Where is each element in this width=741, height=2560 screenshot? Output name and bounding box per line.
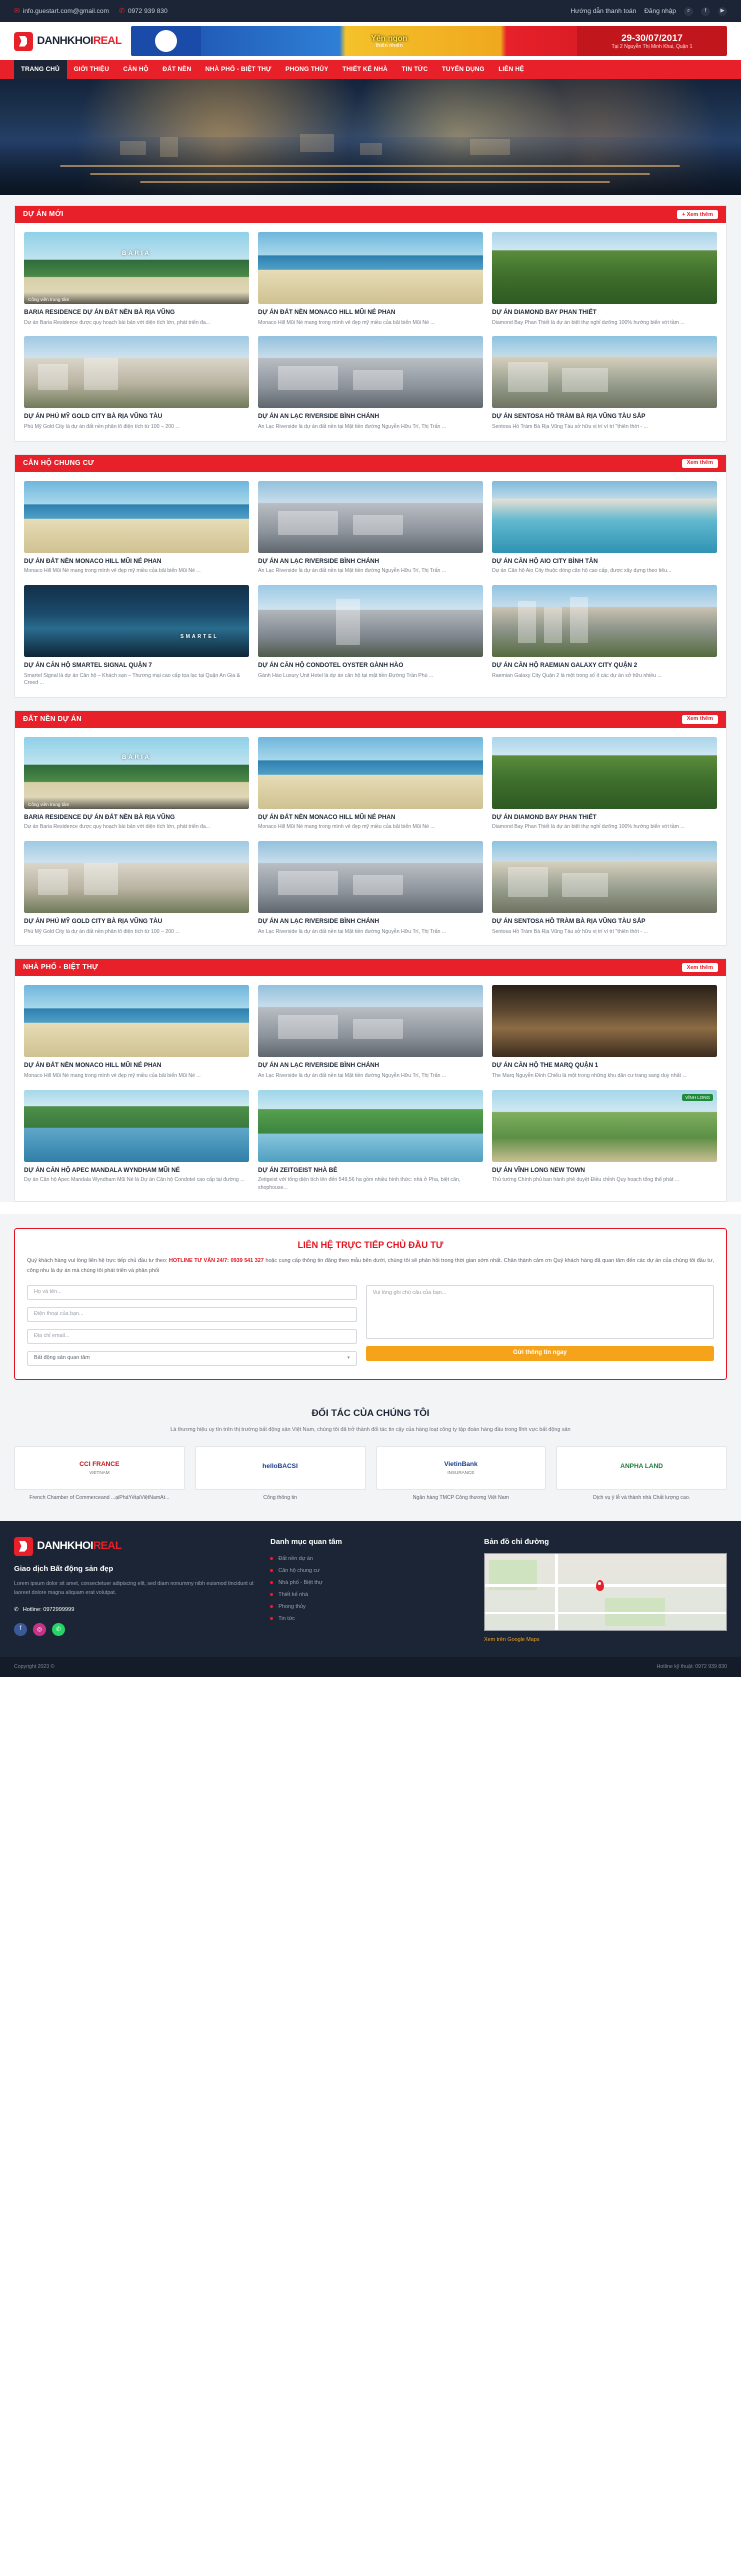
hero-banner-image <box>0 79 741 195</box>
project-title: BARIA RESIDENCE DỰ ÁN ĐẤT NỀN BÀ RỊA VŨNG <box>24 813 175 821</box>
footer-social-links <box>14 1623 256 1636</box>
hero-light-row-2 <box>90 173 650 175</box>
partner-name: ANPHA LAND <box>620 1463 663 1471</box>
section-header <box>15 206 726 223</box>
contact-form-box <box>14 1228 727 1379</box>
project-card[interactable] <box>492 841 717 936</box>
project-thumbnail[interactable] <box>492 336 717 408</box>
project-card[interactable] <box>492 585 717 688</box>
contact-title: LIÊN HỆ TRỰC TIẾP CHỦ ĐẦU TƯ <box>297 1240 444 1251</box>
section-more-button[interactable]: Xem thêm <box>682 715 718 724</box>
footer-menu-column <box>270 1537 470 1643</box>
thumb-block-1 <box>278 1015 338 1039</box>
project-description: Monaco Hill Mũi Né mang trong mình vẻ đẹp mỹ miều của bãi biển Mũi Né ... <box>258 319 435 326</box>
partners-caption-grid <box>14 1490 727 1503</box>
project-thumbnail[interactable] <box>24 985 249 1057</box>
thumb-logo-overlay: BARIA <box>122 755 151 762</box>
project-thumbnail[interactable] <box>492 585 717 657</box>
nav-item-tuyen-dung[interactable]: TUYỂN DỤNG <box>441 66 485 73</box>
project-title: DỰ ÁN ĐẤT NỀN MONACO HILL MŨI NÉ PHAN <box>258 309 396 316</box>
project-description: Monaco Hill Mũi Né mang trong mình vẻ đẹp mỹ miều của bãi biển Mũi Né ... <box>258 824 435 831</box>
tech-hotline-text: Hotline kỹ thuật: 0972 939 830 <box>656 1663 727 1670</box>
property-interest-value: Bất động sản quan tâm <box>34 1355 90 1362</box>
project-description: Monaco Hill Mũi Né mang trong mình vẻ đẹp mỹ miều của bãi biển Mũi Né ... <box>24 1072 201 1079</box>
project-title: DỰ ÁN DIAMOND BAY PHAN THIẾT <box>492 813 597 821</box>
project-title: DỰ ÁN CĂN HỘ RAEMIAN GALAXY CITY QUẬN 2 <box>492 661 638 669</box>
nav-item-tin-tuc[interactable]: TIN TỨC <box>401 66 428 73</box>
facebook-icon[interactable]: f <box>701 7 710 16</box>
project-description: An Lạc Riverside là dự án đất nền tại Mặt tiền đường Nguyễn Hữu Trí, Thị Trấn ... <box>258 928 447 935</box>
email-field[interactable]: Địa chỉ email... <box>27 1329 357 1344</box>
section-title: NHÀ PHỐ - BIỆT THỰ <box>23 964 99 972</box>
project-card[interactable] <box>492 1090 717 1193</box>
project-description: An Lạc Riverside là dự án đất nền tại Mặt tiền đường Nguyễn Hữu Trí, Thị Trấn ... <box>258 568 447 575</box>
project-description: Dự án Baria Residence được quy hoạch bài bản với diện tích lớn, phát triển đa... <box>24 319 211 326</box>
thumb-house-1 <box>38 364 68 390</box>
section-header <box>15 455 726 472</box>
partner-subname: INSURANCE <box>447 1469 475 1475</box>
project-description: Gành Hào Luxury Unit Hotel là dự án căn hộ tại mặt tiền Đường Trần Phú ... <box>258 672 434 679</box>
thumb-tower-2 <box>544 607 562 643</box>
thumb-block-2 <box>353 515 403 535</box>
partner-subname: VIETNAM <box>89 1469 110 1475</box>
phone-field[interactable]: Điện thoại của bạn... <box>27 1307 357 1322</box>
project-thumbnail[interactable] <box>258 1090 483 1162</box>
thumb-block-1 <box>278 871 338 895</box>
footer-menu-list <box>270 1553 470 1625</box>
project-title: DỰ ÁN SENTOSA HỒ TRÀM BÀ RỊA VŨNG TÀU SẮP <box>492 413 646 421</box>
nav-item-trang-chu[interactable]: TRANG CHỦ <box>14 60 67 79</box>
partner-logo[interactable] <box>195 1446 366 1490</box>
project-title: DỰ ÁN ĐẤT NỀN MONACO HILL MŨI NÉ PHAN <box>24 1062 162 1070</box>
contact-form-row <box>27 1285 714 1366</box>
project-title: DỰ ÁN CĂN HỘ APEC MANDALA WYNDHAM MŨI NÉ <box>24 1166 180 1174</box>
topbar-right <box>570 7 727 16</box>
search-icon[interactable]: ⌕ <box>684 7 693 16</box>
footer-hotline[interactable] <box>14 1607 256 1613</box>
project-title: DỰ ÁN PHÚ MỸ GOLD CITY BÀ RỊA VŨNG TÀU <box>24 917 163 925</box>
top-bar <box>0 0 741 22</box>
section-header <box>15 711 726 728</box>
project-thumbnail[interactable] <box>24 841 249 913</box>
project-description: Dự án Căn hộ Apec Mandala Wyndham Mũi Né là Dự án Căn hộ Condotel cao cấp tại đường ... <box>24 1177 245 1184</box>
footer-menu-item-dat-nen[interactable]: Đất nền dự án <box>270 1553 470 1565</box>
partner-caption: Cổng thông tin <box>263 1494 297 1501</box>
project-card[interactable] <box>258 985 483 1080</box>
ad-middle <box>201 32 577 51</box>
youtube-icon[interactable]: ▶ <box>718 7 727 16</box>
footer-menu-title: Danh mục quan tâm <box>270 1536 343 1546</box>
section-title: CĂN HỘ CHUNG CƯ <box>23 459 95 467</box>
project-card[interactable] <box>258 481 483 576</box>
project-thumbnail[interactable] <box>258 585 483 657</box>
footer-logo-text <box>37 1540 121 1552</box>
project-thumbnail[interactable] <box>24 336 249 408</box>
project-description: Smartel Signal là dự án Căn hộ – Khách sạn – Thương mại cao cấp tọa lạc tại Quận An Gia & Creed ... <box>24 672 241 687</box>
project-description: Dự án Baria Residence được quy hoạch bài bản với diện tích lớn, phát triển đa... <box>24 824 211 831</box>
project-thumbnail[interactable] <box>258 481 483 553</box>
ad-place: Tại 2 Nguyễn Thị Minh Khai, Quận 1 <box>611 43 693 50</box>
project-card[interactable] <box>24 1090 249 1193</box>
project-title: DỰ ÁN ZEITGEIST NHÀ BÈ <box>258 1166 338 1174</box>
project-card[interactable] <box>258 585 483 688</box>
section-card-grid <box>15 976 726 1201</box>
footer-logo[interactable] <box>14 1537 256 1556</box>
project-thumbnail[interactable] <box>24 481 249 553</box>
ad-line2: thiên nhiên <box>375 42 403 49</box>
project-title: DỰ ÁN PHÚ MỸ GOLD CITY BÀ RỊA VŨNG TÀU <box>24 413 163 421</box>
nav-item-thiet-ke-nha[interactable]: THIẾT KẾ NHÀ <box>342 66 388 73</box>
partner-name: VietinBank <box>444 1460 478 1468</box>
ad-right <box>577 26 727 56</box>
project-title: DỰ ÁN VĨNH LONG NEW TOWN <box>492 1166 586 1174</box>
site-logo[interactable] <box>14 32 121 51</box>
nav-item-gioi-thieu[interactable]: GIỚI THIỆU <box>73 66 110 73</box>
thumb-block-2 <box>353 1019 403 1039</box>
project-title: DỰ ÁN AN LẠC RIVERSIDE BÌNH CHÁNH <box>258 413 380 421</box>
map-road-horizontal-2 <box>485 1612 726 1614</box>
contact-form-left-column <box>27 1285 357 1366</box>
project-card[interactable] <box>492 985 717 1080</box>
hero-building-5 <box>470 139 510 155</box>
topbar-login-link[interactable]: Đăng nhập <box>644 7 676 15</box>
project-thumbnail[interactable] <box>492 1090 717 1162</box>
footer-map-title: Bản đồ chỉ đường <box>484 1536 549 1546</box>
thumb-tower-3 <box>570 597 588 643</box>
project-thumbnail[interactable] <box>24 1090 249 1162</box>
footer-logo-mark-icon <box>14 1537 33 1556</box>
thumb-tower-1 <box>518 601 536 643</box>
hero-light-row-3 <box>140 181 610 183</box>
project-card[interactable] <box>492 232 717 327</box>
footer-about-text: Lorem ipsum dolor sit amet, consectetuer adipiscing elit, sed diam nonummy nibh euismod tincidunt ut laoreet dolore magna aliquam erat volutpat. <box>14 1580 254 1597</box>
thumb-logo-overlay: BARIA <box>122 250 151 257</box>
footer-menu-item-can-ho[interactable]: Căn hộ chung cư <box>270 1565 470 1577</box>
hero-building-1 <box>120 141 146 155</box>
footer-menu-item-tin-tuc[interactable]: Tin tức <box>270 1613 470 1625</box>
project-description: Sentosa Hồ Tràm Bà Rịa Vũng Tàu sở hữu vị trí ví trí "thiên thời - ... <box>492 928 648 935</box>
footer-logo-secondary: REAL <box>93 1540 122 1553</box>
map-road-horizontal <box>485 1584 726 1587</box>
nav-item-lien-he[interactable]: LIÊN HỆ <box>498 66 525 73</box>
whatsapp-icon[interactable]: ✆ <box>52 1623 65 1636</box>
site-header <box>0 22 741 60</box>
contact-desc-part2: hoặc cung cấp thông tin đăng theo mẫu bên dưới, chúng tôi sẽ phản hồi trong thời gian sớm nhất. Chân thành cảm ơn Quý khách hàng đã quan tâm đến các dự án của chúng tôi đầu tư, công nhu là dự án mà chúng tôi phát triển và phân phối <box>27 1258 714 1274</box>
project-card[interactable] <box>24 481 249 576</box>
project-description: Diamond Bay Phan Thiết là dự án biệt thự nghỉ dưỡng 100% hướng biển với tầm ... <box>492 319 685 326</box>
nav-item-phong-thuy[interactable]: PHONG THỦY <box>285 66 329 73</box>
google-maps-link[interactable]: Xem trên Google Maps <box>484 1636 540 1643</box>
project-description: Raemian Galaxy City Quận 2 là một trong số ít các dự án sở hữu nhiều ... <box>492 672 662 679</box>
topbar-email[interactable] <box>14 7 109 15</box>
partners-subtitle: Là thương hiệu uy tín trên thị trường bất động sản Việt Nam, chúng tôi đã trở thành đối tác tin cậy của hàng loạt công ty tập đoàn hàng đầu trong lĩnh vực bất động sản <box>170 1426 571 1433</box>
project-thumbnail[interactable] <box>24 737 249 809</box>
project-title: DỰ ÁN AN LẠC RIVERSIDE BÌNH CHÁNH <box>258 917 380 925</box>
project-thumbnail[interactable] <box>258 232 483 304</box>
facebook-icon[interactable]: f <box>14 1623 27 1636</box>
footer-about-column <box>14 1537 256 1643</box>
section-card-grid <box>15 223 726 441</box>
project-thumbnail[interactable] <box>492 841 717 913</box>
thumb-block-2 <box>562 873 608 897</box>
copyright-bar <box>0 1657 741 1677</box>
contact-description <box>27 1257 714 1275</box>
hero-building-2 <box>160 137 178 157</box>
project-thumbnail[interactable] <box>258 737 483 809</box>
project-title: DỰ ÁN AN LẠC RIVERSIDE BÌNH CHÁNH <box>258 557 380 565</box>
project-description: Diamond Bay Phan Thiết là dự án biệt thự nghỉ dưỡng 100% hướng biển với tầm ... <box>492 824 685 831</box>
footer-menu-item-thiet-ke-nha[interactable]: Thiết kế nhà <box>270 1589 470 1601</box>
section-card-grid <box>15 472 726 697</box>
copyright-text: Copyright 2023 © <box>14 1663 55 1670</box>
footer-logo-primary: DANHKHOI <box>37 1540 94 1553</box>
project-card[interactable] <box>24 336 249 431</box>
thumb-logo-overlay: SMARTEL <box>180 633 219 640</box>
map-embed[interactable] <box>484 1553 727 1631</box>
partner-caption: French Chamber of Commerceand ...ạiPháYếtạiViệtNamAt... <box>29 1494 170 1501</box>
thumb-badge: VĨNH LONG <box>682 1094 713 1101</box>
project-description: Monaco Hill Mũi Né mang trong mình vẻ đẹp mỹ miều của bãi biển Mũi Né ... <box>24 568 201 575</box>
footer-hotline-text: Hotline: 0972999999 <box>22 1606 75 1613</box>
project-title: DỰ ÁN AN LẠC RIVERSIDE BÌNH CHÁNH <box>258 1062 380 1070</box>
project-thumbnail[interactable] <box>258 841 483 913</box>
message-textarea[interactable]: Vui lòng ghi chú câu của bạn... <box>366 1285 714 1339</box>
footer-menu-item-phong-thuy[interactable]: Phong thủy <box>270 1601 470 1613</box>
section-more-button[interactable]: Xem thêm <box>682 963 718 972</box>
project-description: Sentosa Hồ Tràm Bà Rịa Vũng Tàu sở hữu vị trí ví trí "thiên thời - ... <box>492 424 648 431</box>
partner-logo[interactable] <box>556 1446 727 1490</box>
project-card[interactable] <box>24 585 249 688</box>
project-card[interactable] <box>24 841 249 936</box>
nav-item-can-ho[interactable]: CĂN HỘ <box>123 66 149 73</box>
name-field[interactable]: Họ và tên... <box>27 1285 357 1300</box>
section-title: DỰ ÁN MỚI <box>23 211 64 218</box>
project-title: BARIA RESIDENCE DỰ ÁN ĐẤT NỀN BÀ RỊA VŨNG <box>24 309 175 316</box>
project-description: Zeitgeist với tổng diện tích lên đến 549,56 ha gồm nhiều hình thức: nhà ở Pha, biệt căn, shophouse... <box>258 1177 461 1191</box>
project-description: Phú Mỹ Gold City là dự án đất nền phân lô điện tích từ 100 – 200 ... <box>24 424 180 431</box>
partner-logo[interactable] <box>14 1446 185 1490</box>
project-title: DỰ ÁN CĂN HỘ SMARTEL SIGNAL QUẬN 7 <box>24 661 152 669</box>
ad-date: 29-30/07/2017 <box>621 32 683 44</box>
partner-logo[interactable] <box>376 1446 547 1490</box>
section-du-an-moi <box>14 205 727 442</box>
project-card[interactable] <box>24 985 249 1080</box>
thumb-block-1 <box>278 366 338 390</box>
section-title: ĐẤT NỀN DỰ ÁN <box>23 715 82 723</box>
topbar-phone[interactable] <box>119 7 168 15</box>
phone-icon: ✆ <box>118 8 125 15</box>
ad-left-graphic <box>131 26 201 56</box>
project-card[interactable] <box>492 336 717 431</box>
thumb-tower <box>336 599 360 645</box>
nav-item-nha-pho-biet-thu[interactable]: NHÀ PHỐ - BIỆT THỰ <box>205 66 272 73</box>
property-interest-select[interactable] <box>27 1351 357 1366</box>
topbar-email-text: info.guestart.com@gmail.com <box>22 7 109 15</box>
footer-menu-item-nha-pho[interactable]: Nhà phố - Biệt thự <box>270 1577 470 1589</box>
thumb-block-1 <box>278 511 338 535</box>
hero-building-4 <box>360 143 382 155</box>
map-road-vertical <box>555 1554 558 1630</box>
footer-map-column <box>484 1537 727 1643</box>
thumb-house-2 <box>84 863 118 895</box>
logo-text-primary: DANHKHOI <box>37 35 94 47</box>
thumb-block-1 <box>508 867 548 897</box>
project-description: Phú Mỹ Gold City là dự án đất nền phân lô điện tích từ 100 – 200 ... <box>24 928 180 935</box>
project-card[interactable] <box>24 232 249 327</box>
project-title: DỰ ÁN CĂN HỘ CONDOTEL OYSTER GÀNH HÀO <box>258 661 404 669</box>
project-description: Thủ tướng Chính phủ ban hành phê duyệt Điều chỉnh Quy hoạch tổng thể phát ... <box>492 1177 680 1184</box>
project-card[interactable] <box>258 737 483 832</box>
partner-name: helloBACSI <box>262 1463 298 1471</box>
project-thumbnail[interactable] <box>492 985 717 1057</box>
partners-logo-grid <box>14 1446 727 1490</box>
contact-hotline[interactable]: HOTLINE TƯ VẤN 24/7: 0939 541 327 <box>168 1258 264 1265</box>
partners-section <box>0 1394 741 1521</box>
project-title: DỰ ÁN ĐẤT NỀN MONACO HILL MŨI NÉ PHAN <box>258 813 396 821</box>
project-description: The Marq Nguyễn Đình Chiểu là một trong những khu dân cư trang sang duy nhất ... <box>492 1072 687 1079</box>
project-title: DỰ ÁN CĂN HỘ AIO CITY BÌNH TÂN <box>492 557 598 565</box>
project-description: An Lạc Riverside là dự án đất nền tại Mặt tiền đường Nguyễn Hữu Trí, Thị Trấn ... <box>258 1072 447 1079</box>
main-navigation <box>0 60 741 79</box>
section-more-button[interactable]: + Xem thêm <box>677 210 718 219</box>
logo-mark-icon <box>14 32 33 51</box>
project-thumbnail[interactable] <box>258 985 483 1057</box>
project-card[interactable] <box>258 841 483 936</box>
contact-form-right-column <box>366 1285 714 1366</box>
partner-name: CCI FRANCE <box>79 1460 120 1468</box>
section-header <box>15 959 726 976</box>
project-description: Dự án Căn hộ Aio City thuộc dòng căn hộ cao cấp, được xây dựng theo tiêu... <box>492 568 672 575</box>
ad-circle-icon <box>155 30 177 52</box>
thumb-caption: Công viên trung tâm <box>24 797 249 809</box>
project-title: DỰ ÁN ĐẤT NỀN MONACO HILL MŨI NÉ PHAN <box>24 557 162 565</box>
header-banner-ad[interactable] <box>131 26 727 56</box>
project-card[interactable] <box>492 481 717 576</box>
thumb-block-2 <box>353 875 403 895</box>
section-can-ho-chung-cu <box>14 454 727 698</box>
logo-text-secondary: REAL <box>93 35 122 47</box>
footer-tagline: Giao dịch Bất động sản đẹp <box>14 1563 114 1573</box>
hero-building-3 <box>300 134 334 152</box>
nav-item-dat-nen[interactable]: ĐẤT NỀN <box>162 66 192 73</box>
thumb-block-2 <box>353 370 403 390</box>
contact-section <box>0 1214 741 1393</box>
project-thumbnail[interactable] <box>492 481 717 553</box>
partner-caption: Dịch vụ ý lễ và thành nhà Chất lượng cao. <box>593 1494 691 1501</box>
project-description: An Lạc Riverside là dự án đất nền tại Mặt tiền đường Nguyễn Hữu Trí, Thị Trấn ... <box>258 424 447 431</box>
topbar-guide-link[interactable]: Hướng dẫn thanh toán <box>570 7 637 15</box>
chevron-down-icon: ▾ <box>347 1355 350 1362</box>
phone-icon: ✆ <box>14 1606 19 1613</box>
contact-desc-part1: Quý khách hàng vui lòng liên hệ trực tiếp chủ đầu tư theo: <box>27 1258 169 1265</box>
project-thumbnail[interactable] <box>258 336 483 408</box>
project-thumbnail[interactable] <box>492 232 717 304</box>
page-content <box>0 195 741 1202</box>
project-card[interactable] <box>258 336 483 431</box>
thumb-caption: Công viên trung tâm <box>24 292 249 304</box>
project-card[interactable] <box>258 1090 483 1193</box>
submit-button[interactable]: Gửi thông tin ngay <box>366 1346 714 1361</box>
project-thumbnail[interactable] <box>492 737 717 809</box>
partner-caption: Ngân hàng TMCP Công thương Việt Nam <box>412 1494 510 1501</box>
thumb-block-2 <box>562 368 608 392</box>
project-card[interactable] <box>24 737 249 832</box>
thumb-house-1 <box>38 869 68 895</box>
thumb-block-1 <box>508 362 548 392</box>
thumb-house-2 <box>84 358 118 390</box>
project-card[interactable] <box>492 737 717 832</box>
section-nha-pho-biet-thu <box>14 958 727 1202</box>
project-thumbnail[interactable] <box>24 232 249 304</box>
project-card[interactable] <box>258 232 483 327</box>
topbar-phone-text: 0972 939 830 <box>127 7 168 15</box>
project-title: DỰ ÁN CĂN HỘ THE MARQ QUẬN 1 <box>492 1062 599 1070</box>
project-title: DỰ ÁN DIAMOND BAY PHAN THIẾT <box>492 309 597 316</box>
instagram-icon[interactable]: ◎ <box>33 1623 46 1636</box>
project-title: DỰ ÁN SENTOSA HỒ TRÀM BÀ RỊA VŨNG TÀU SẮP <box>492 917 646 925</box>
partners-title: ĐỐI TÁC CỦA CHÚNG TÔI <box>311 1407 430 1419</box>
envelope-icon: ✉ <box>14 8 20 15</box>
site-footer <box>0 1521 741 1657</box>
project-thumbnail[interactable] <box>24 585 249 657</box>
logo-text <box>37 35 121 47</box>
ad-line1: Yến ngon <box>370 33 408 43</box>
section-card-grid <box>15 728 726 946</box>
section-more-button[interactable]: Xem thêm <box>682 459 718 468</box>
topbar-left <box>14 7 168 15</box>
map-pin-icon <box>596 1580 604 1591</box>
hero-light-row-1 <box>60 165 680 167</box>
section-dat-nen-du-an <box>14 710 727 947</box>
